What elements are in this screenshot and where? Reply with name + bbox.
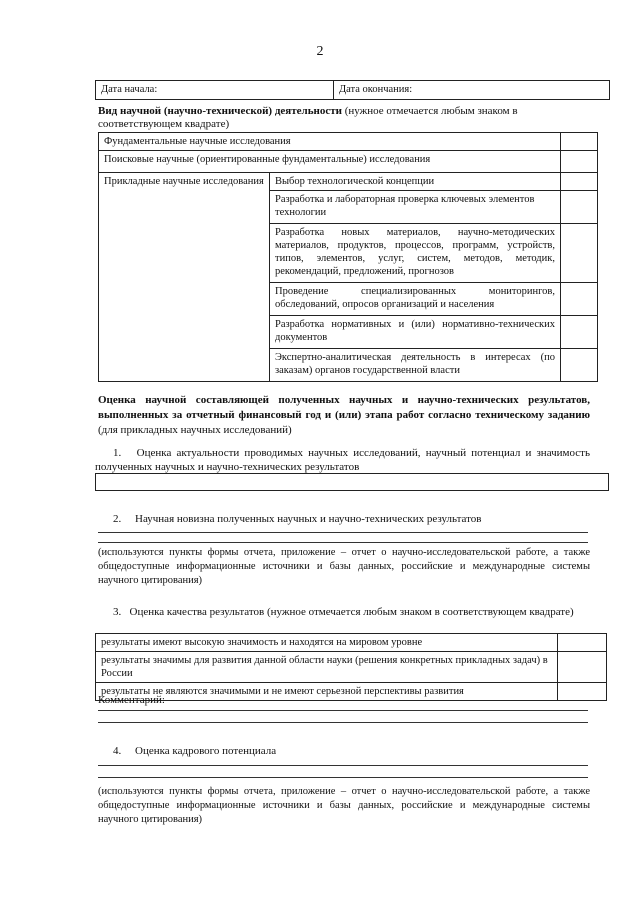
item-4-note: (используются пункты формы отчета, приложение – отчет о научно-исследовательской работе, а также общедоступные информационные источники и базы данных, российские и международные системы научного цитирования)	[98, 786, 590, 825]
applied-item-4: Проведение специализированных мониторингов, обследований, опросов организаций и населения	[270, 283, 561, 316]
comment-line[interactable]	[98, 722, 588, 723]
applied-label: Прикладные научные исследования	[99, 173, 270, 382]
start-date-field[interactable]	[96, 81, 334, 100]
applied-item-1: Выбор технологической концепции	[270, 173, 561, 191]
activity-heading-rest: (нужное отмечается любым знаком в соответствующем квадрате)	[98, 105, 518, 130]
activity-heading-bold: Вид научной (научно-технической) деятельности	[98, 105, 342, 117]
item-4-answer-line[interactable]	[98, 777, 588, 778]
activity-heading	[98, 105, 588, 131]
item-2-text: Научная новизна полученных научных и научно-технических результатов	[135, 513, 482, 525]
quality-table	[95, 633, 607, 701]
item-4-answer-line[interactable]	[98, 765, 588, 766]
dates-table	[95, 80, 610, 100]
item-4-text: Оценка кадрового потенциала	[135, 745, 277, 757]
checkbox-applied-1[interactable]	[561, 173, 598, 191]
quality-option-3: результаты не являются значимыми и не имеют серьезной перспективы развития	[96, 683, 558, 701]
item-4	[113, 744, 593, 758]
checkbox-applied-4[interactable]	[561, 283, 598, 316]
checkbox-exploratory[interactable]	[561, 151, 598, 173]
applied-item-6: Экспертно-аналитическая деятельность в интересах (по заказам) органов государственной власти	[270, 349, 561, 382]
item-2-number: 2.	[113, 513, 122, 525]
fundamental-label: Фундаментальные научные исследования	[99, 133, 561, 151]
item-1-number: 1.	[113, 447, 122, 459]
applied-item-2: Разработка и лабораторная проверка ключевых элементов технологии	[270, 191, 561, 224]
evaluation-heading-bold: Оценка научной составляющей полученных научных и научно-технических результатов, выполненных за отчетный финансовый год и (или) этапа работ согласно техническому заданию	[98, 394, 590, 421]
item-4-number: 4.	[113, 745, 122, 757]
page-number: 2	[316, 44, 324, 59]
comment-line[interactable]	[98, 710, 588, 711]
evaluation-heading	[98, 393, 590, 438]
checkbox-quality-2[interactable]	[558, 652, 607, 683]
item-1-answer-field[interactable]	[95, 473, 609, 491]
checkbox-quality-3[interactable]	[558, 683, 607, 701]
comment-label: Комментарий:	[98, 694, 165, 706]
item-2-answer-line[interactable]	[98, 542, 588, 543]
checkbox-applied-2[interactable]	[561, 191, 598, 224]
item-1-text: Оценка актуальности проводимых научных исследований, научный потенциал и значимость полученных научных и научно-технических результатов	[95, 447, 591, 473]
end-date-field[interactable]	[334, 81, 610, 100]
activity-type-table	[98, 132, 598, 382]
evaluation-heading-rest: (для прикладных научных исследований)	[98, 424, 292, 436]
checkbox-applied-5[interactable]	[561, 316, 598, 349]
item-2-answer-line[interactable]	[98, 532, 588, 533]
checkbox-applied-3[interactable]	[561, 224, 598, 283]
item-1	[95, 446, 590, 474]
item-3-number: 3.	[113, 606, 122, 618]
quality-option-2: результаты значимы для развития данной области науки (решения конкретных прикладных задач) в России	[96, 652, 558, 683]
exploratory-label: Поисковые научные (ориентированные фундаментальные) исследования	[99, 151, 561, 173]
checkbox-quality-1[interactable]	[558, 634, 607, 652]
quality-option-1: результаты имеют высокую значимость и находятся на мировом уровне	[96, 634, 558, 652]
applied-item-5: Разработка нормативных и (или) нормативно-технических документов	[270, 316, 561, 349]
end-date-label: Дата окончания:	[339, 84, 413, 95]
checkbox-applied-6[interactable]	[561, 349, 598, 382]
checkbox-fundamental[interactable]	[561, 133, 598, 151]
item-3-text: Оценка качества результатов (нужное отмечается любым знаком в соответствующем квадрате)	[129, 606, 574, 618]
item-3	[95, 605, 590, 619]
applied-item-3: Разработка новых материалов, научно-методических материалов, продуктов, процессов, программ, устройств, типов, элементов, услуг, систем, методов, методик, рекомендаций, предложений, прогнозов	[270, 224, 561, 283]
item-2-note: (используются пункты формы отчета, приложение – отчет о научно-исследовательской работе, а также общедоступные информационные источники и базы данных, российские и международные системы научного цитирования)	[98, 547, 590, 586]
item-2	[113, 512, 593, 526]
start-date-label: Дата начала:	[101, 84, 158, 95]
